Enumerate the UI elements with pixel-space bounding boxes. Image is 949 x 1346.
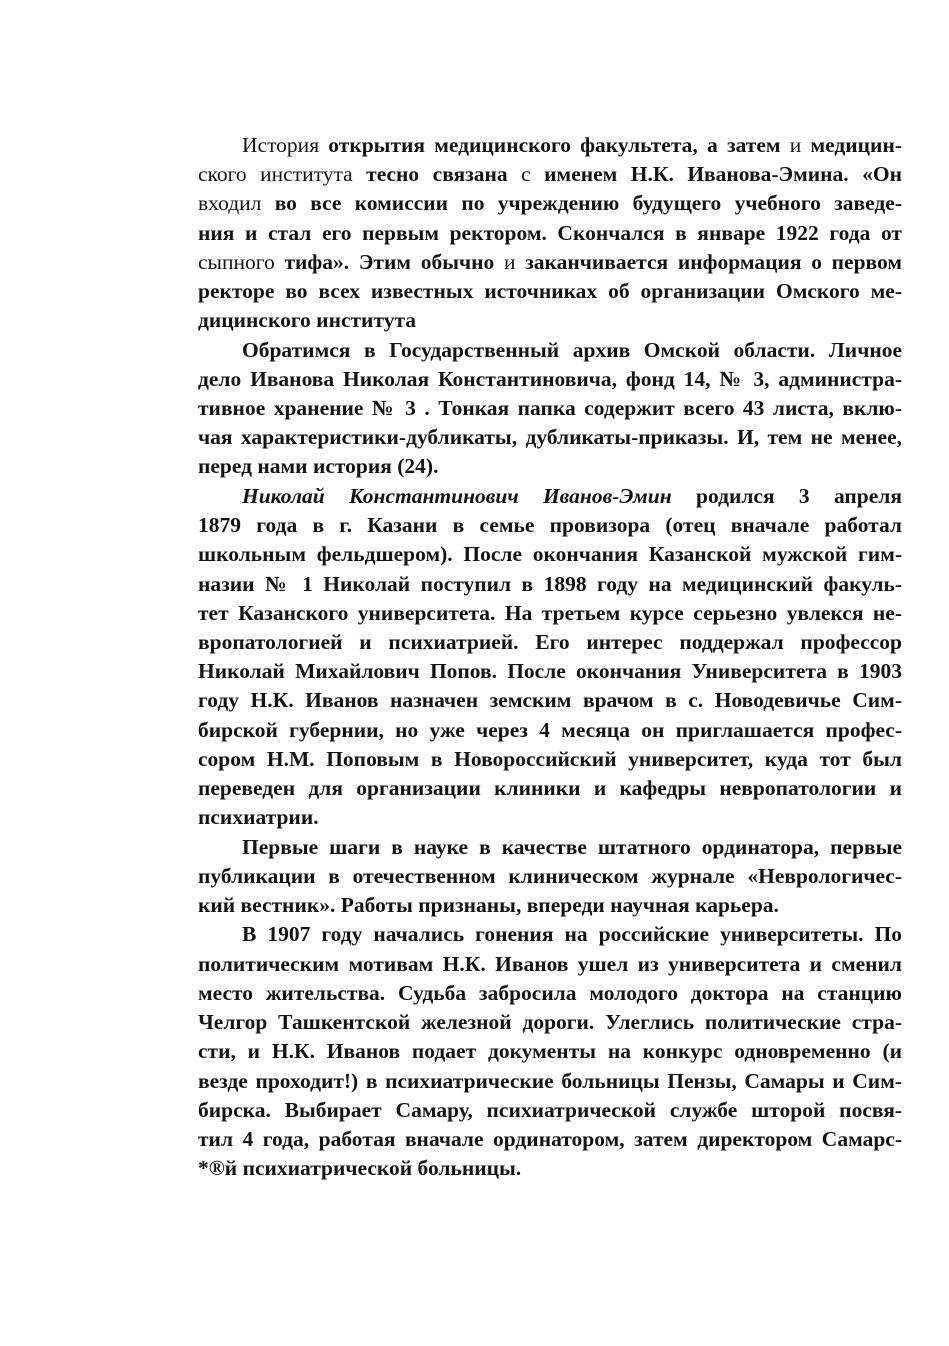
text-run: *®й психиатрической больницы. — [198, 1156, 522, 1181]
text-run: психиатрии. — [198, 805, 319, 830]
text-run: тифа». Этим обычно — [284, 249, 504, 274]
text-run: вропатологией и психиатрией. Его интерес поддержал профессор — [198, 629, 902, 654]
text-line — [198, 862, 902, 891]
text-run: родился 3 апреля — [671, 483, 903, 508]
text-run: году Н.К. Иванов назначен земским врачом в с. Новодевичье Сим- — [198, 688, 902, 713]
text-line — [198, 336, 902, 365]
text-line — [198, 511, 902, 540]
text-run: Обратимся в Государственный архив Омской области. Личное — [242, 337, 902, 362]
text-line — [198, 950, 902, 979]
text-line — [198, 599, 902, 628]
text-run: сти, и Н.К. Иванов подает документы на конкурс одновременно (и — [198, 1039, 902, 1064]
text-run: место жительства. Судьба забросила молодого доктора на станцию — [198, 980, 902, 1005]
document-page — [198, 131, 902, 1184]
text-line — [198, 277, 902, 306]
text-line — [198, 160, 902, 189]
text-line — [198, 833, 902, 862]
text-line — [198, 774, 902, 803]
paragraph — [198, 482, 902, 832]
text-run: назии № 1 Николай поступил в 1898 году на медицинский факуль- — [198, 571, 902, 596]
text-line — [198, 423, 902, 452]
text-line — [198, 394, 902, 423]
text-run: и — [789, 133, 811, 157]
text-line — [198, 365, 902, 394]
text-line — [198, 891, 902, 920]
text-run: сором Н.М. Поповым в Новороссийский университет, куда тот был — [198, 746, 902, 771]
text-run: именем Н.К. Иванова-Эмина. «Он — [544, 162, 902, 187]
text-run: во все комиссии по учреждению будущего учебного заведе- — [274, 191, 902, 216]
text-run: и — [503, 249, 526, 274]
text-run: Первые шаги в науке в качестве штатного ординатора, первые — [242, 834, 902, 859]
text-line — [198, 1008, 902, 1037]
paragraph — [198, 336, 902, 482]
text-run: везде проходит!) в психиатрические больницы Пензы, Самары и Сим- — [198, 1068, 902, 1093]
text-line — [198, 482, 902, 511]
text-line — [198, 1096, 902, 1125]
text-run: В 1907 году начались гонения на российские университеты. По — [242, 922, 902, 947]
text-run: открытия медицинского факультета, а затем — [328, 133, 790, 157]
text-line — [198, 306, 902, 335]
text-line — [198, 1037, 902, 1066]
text-run: Николай Михайлович Попов. После окончания Университета в 1903 — [198, 659, 902, 684]
text-run: тет Казанского университета. На третьем курсе серьезно увлекся не- — [198, 600, 902, 625]
text-line — [198, 1125, 902, 1154]
text-line — [198, 189, 902, 218]
text-run: перед нами история (24). — [198, 454, 439, 479]
text-line — [198, 1154, 902, 1183]
text-line — [198, 540, 902, 569]
text-line — [198, 979, 902, 1008]
text-line — [198, 745, 902, 774]
paragraph — [198, 131, 902, 335]
text-run: медицин- — [810, 133, 902, 157]
text-run: переведен для организации клиники и кафедры невропатологии и — [198, 775, 902, 800]
text-run: ректоре во всех известных источниках об организации Омского ме- — [198, 279, 902, 304]
text-run: 1879 года в г. Казани в семье провизора (отец вначале работал — [198, 513, 902, 538]
text-run: заканчивается информация о первом — [525, 249, 902, 274]
text-line — [198, 131, 902, 160]
text-run: бирской губернии, но уже через 4 месяца он приглашается профес- — [198, 717, 902, 742]
text-line — [198, 803, 902, 832]
text-line — [198, 628, 902, 657]
text-line — [198, 1067, 902, 1096]
text-run: ния и стал его первым ректором. Скончался в январе 1922 года от — [198, 220, 902, 245]
text-run: Челгор Ташкентской железной дороги. Улеглись политические стра- — [198, 1010, 902, 1035]
text-run: школьным фельдшером). После окончания Казанской мужской гим- — [198, 542, 902, 567]
text-run: ского института — [198, 162, 367, 187]
text-line — [198, 452, 902, 481]
text-line — [198, 657, 902, 686]
text-run: с — [521, 162, 545, 187]
text-line — [198, 570, 902, 599]
text-run: политическим мотивам Н.К. Иванов ушел из университета и сменил — [198, 951, 902, 976]
text-run: публикации в отечественном клиническом журнале «Неврологичес- — [198, 863, 902, 888]
text-run: сыпного — [198, 249, 285, 274]
text-line — [198, 686, 902, 715]
text-run: входил — [198, 191, 275, 216]
text-run: тесно связана — [366, 162, 522, 187]
text-run: Николай Константинович Иванов-Эмин — [242, 483, 672, 508]
text-line — [198, 219, 902, 248]
text-line — [198, 920, 902, 949]
paragraph — [198, 833, 902, 921]
text-run: тил 4 года, работая вначале ординатором, затем директором Самарс- — [198, 1126, 902, 1151]
text-run: дело Иванова Николая Константиновича, фонд 14, № 3, администра- — [198, 366, 902, 391]
text-run: кий вестник». Работы признаны, впереди научная карьера. — [198, 893, 779, 918]
text-run: История — [242, 133, 329, 157]
text-run: чая характеристики-дубликаты, дубликаты-приказы. И, тем не менее, — [198, 425, 902, 450]
text-line — [198, 716, 902, 745]
text-run: дицинского института — [198, 308, 417, 333]
text-run: бирска. Выбирает Самару, психиатрической службе шторой посвя- — [198, 1097, 902, 1122]
paragraph — [198, 920, 902, 1183]
text-line — [198, 248, 902, 277]
text-run: тивное хранение № 3 . Тонкая папка содержит всего 43 листа, вклю- — [198, 396, 902, 421]
